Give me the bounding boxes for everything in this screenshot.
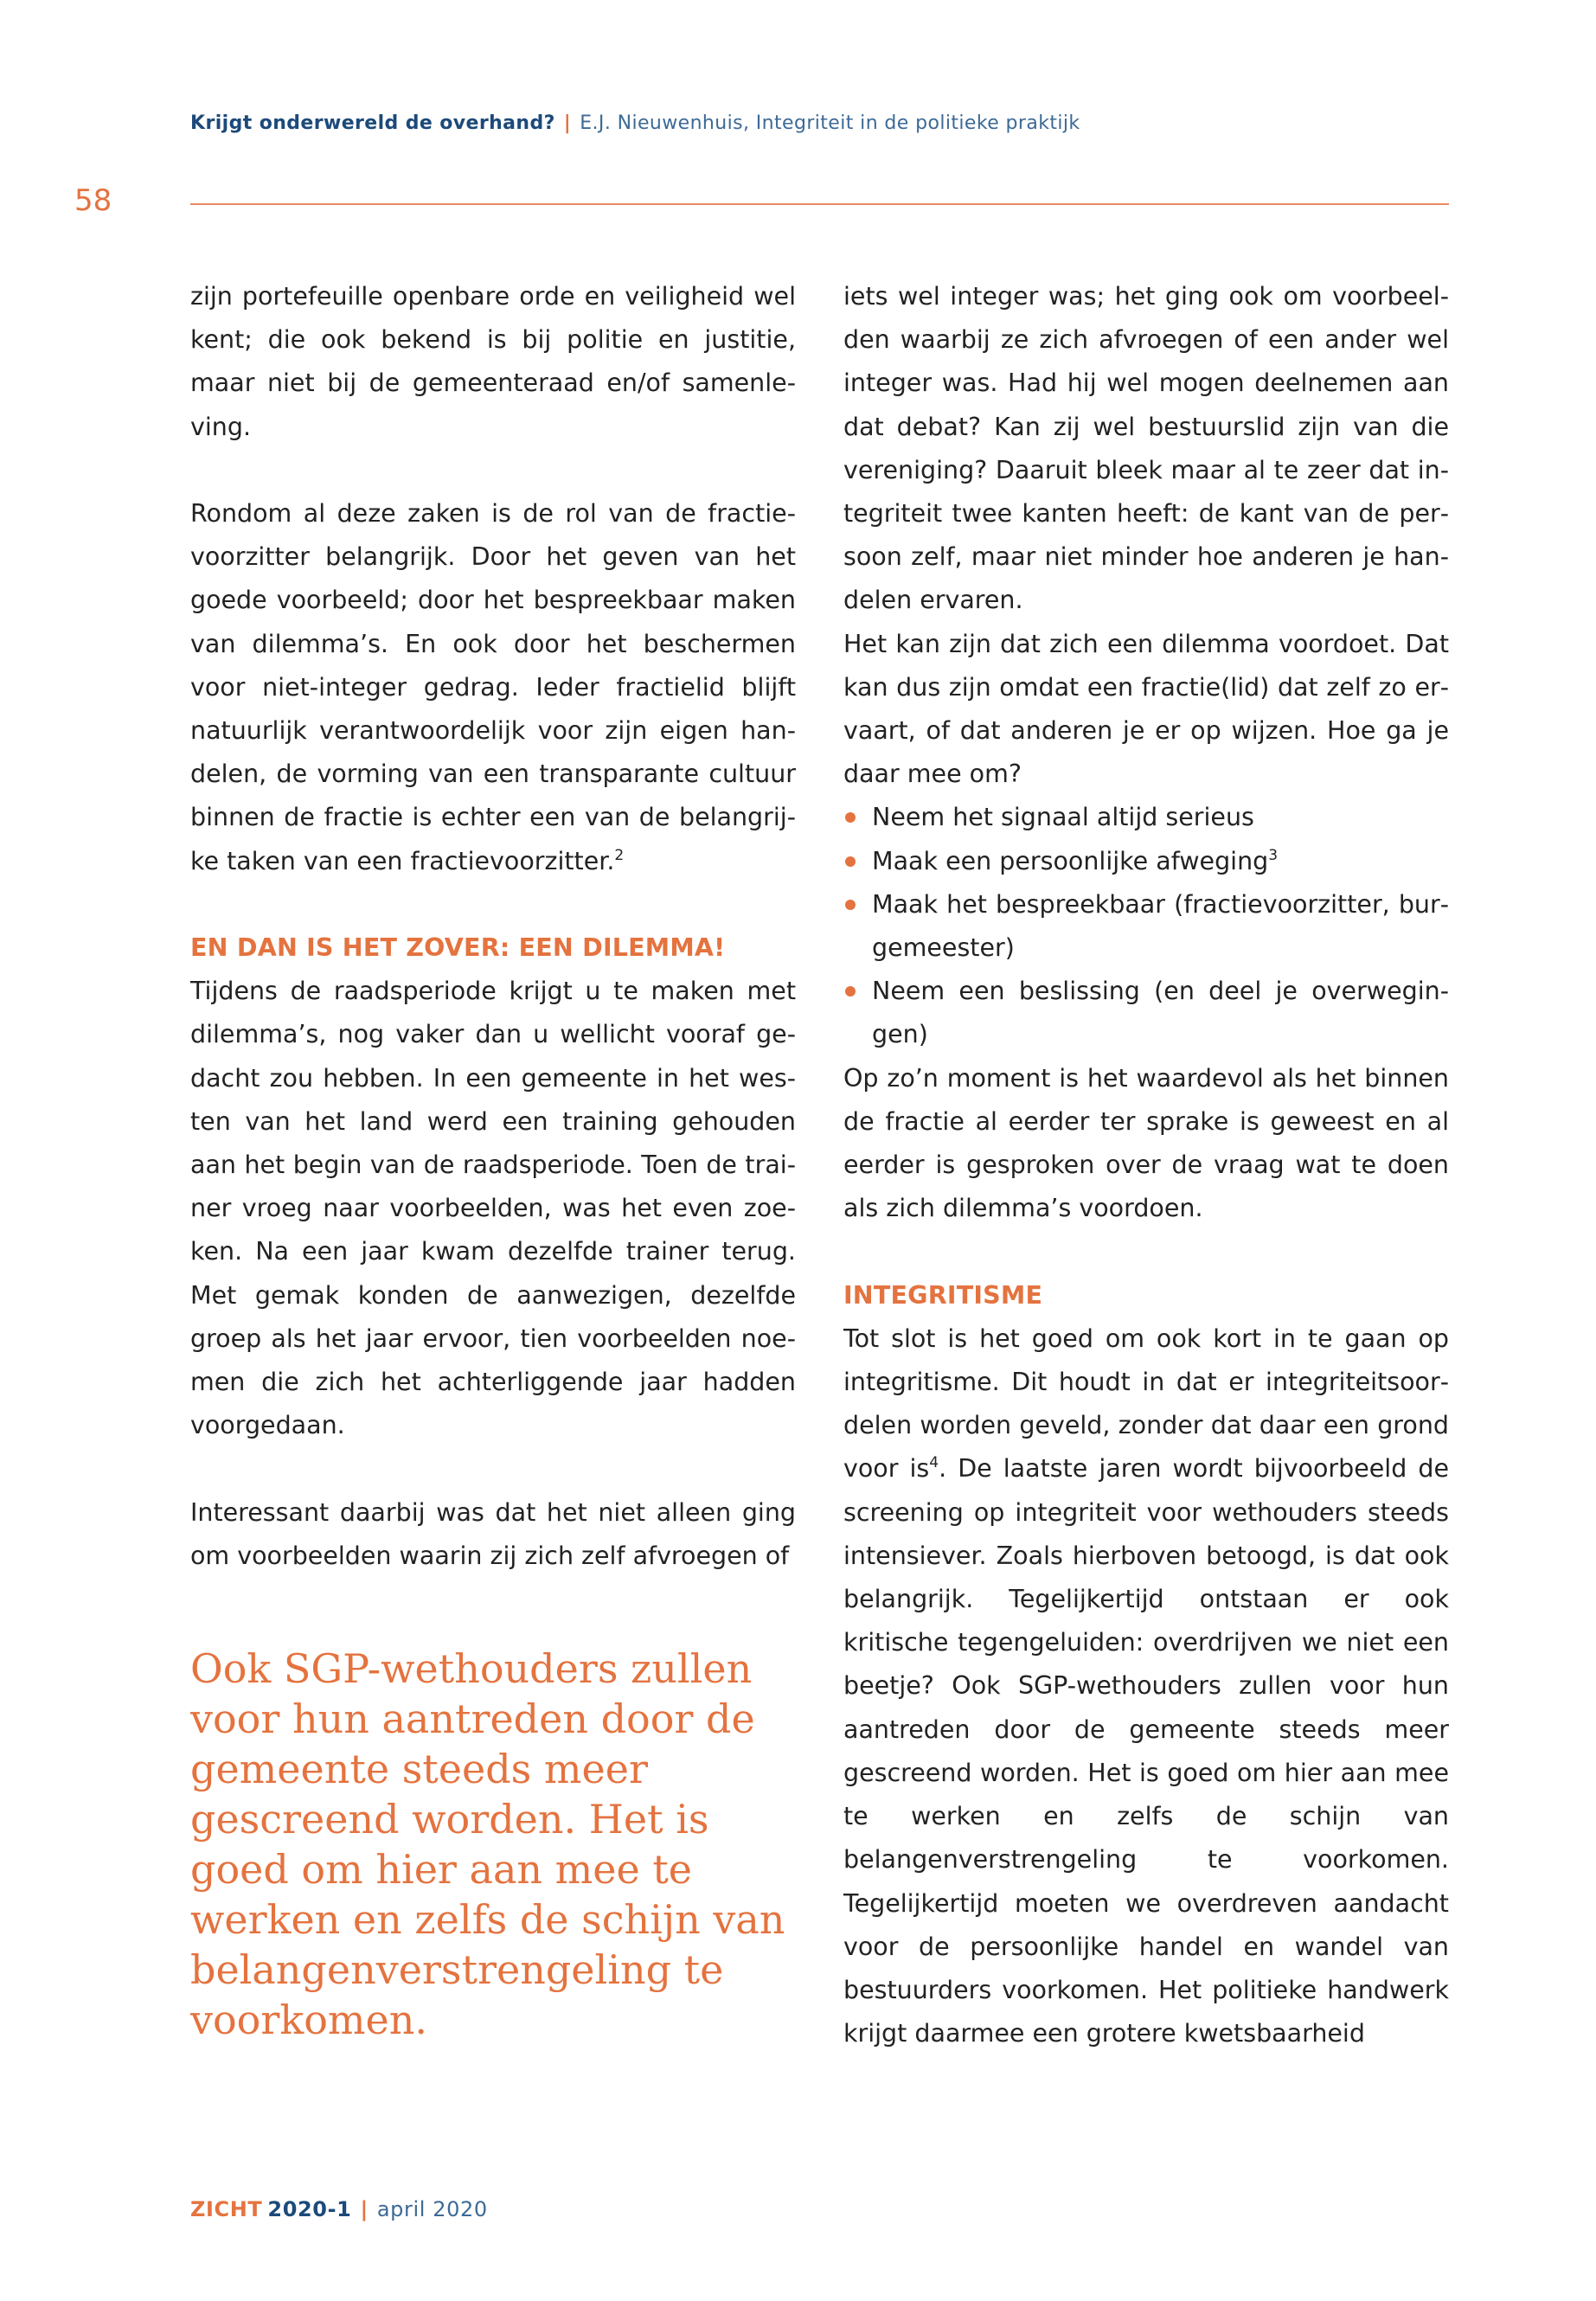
list-item — [843, 970, 1449, 1056]
right-paragraph-1: iets wel integer was; het ging ook om voorbeelden waarbij ze zich afvroegen of een ander wel integer was. Had hij wel mogen deelnemen aan dat debat? Kan zij wel bestuurslid zijn van die vereniging? Daaruit bleek maar al te zeer dat integriteit twee kanten heeft: de kant van de persoon zelf, maar niet minder hoe anderen je handelen ervaren. — [843, 282, 1449, 615]
left-paragraph-3: Tijdens de raadsperiode krijgt u te maken met dilemma’s, nog vaker dan u wellicht vooraf gedacht zou hebben. In een gemeente in het westen van het land werd een training gehouden aan het begin van de raadsperiode. Toen de trainer vroeg naar voorbeelden, was het even zoeken. Na een jaar kwam dezelfde trainer terug. Met gemak konden de aanwezigen, dezelfde groep als het jaar ervoor, tien voorbeelden noemen die zich het achterliggende jaar hadden voorgedaan. — [190, 977, 796, 1440]
running-head-title: Krijgt onderwereld de overhand? — [190, 112, 555, 134]
right-paragraph-3: Op zo’n moment is het waardevol als het binnen de fractie al eerder ter sprake is geweest en al eerder is gesproken over de vraag wat te doen als zich dilemma’s voordoen. — [843, 1063, 1449, 1223]
left-paragraph-2 — [190, 492, 796, 883]
list-item — [843, 840, 1449, 883]
left-paragraph-2-text: Rondom al deze zaken is de rol van de fractievoorzitter belangrijk. Door het geven van het goede voorbeeld; door het bespreekbaar maken van dilemma’s. En ook door het beschermen voor niet-integer gedrag. Ieder fractielid blijft natuurlijk verantwoordelijk voor zijn eigen handelen, de vorming van een transparante cultuur binnen de fractie is echter een van de belangrijke taken van een fractievoorzitter. — [190, 499, 796, 875]
right-paragraph-4 — [843, 1317, 1449, 2055]
section-heading-dilemma: EN DAN IS HET ZOVER: EEN DILEMMA! — [190, 933, 726, 963]
running-head — [190, 112, 1080, 134]
list-item — [843, 883, 1449, 970]
right-paragraph-4-part-b: . De laatste jaren wordt bijvoorbeeld de screening op integriteit voor wethouders steeds intensiever. Zoals hierboven betoogd, is dat ook belangrijk. Tegelijkertijd ontstaan er ook kritische tegengeluiden: overdrijven we niet een beetje? Ook SGP-wethouders zullen voor hun aantreden door de gemeente steeds meer gescreend worden. Het is goed om hier aan mee te werken en zelfs de schijn van belangenverstrengeling te voorkomen. Tegelijkertijd moeten we overdreven aandacht voor de persoonlijke handel en wandel van bestuurders voorkomen. Het politieke handwerk krijgt daarmee een grotere kwetsbaarheid — [843, 1454, 1449, 2048]
pull-quote: Ook SGP-wethouders zullen voor hun aantreden door de gemeente steeds meer gescreend worden. Het is goed om hier aan mee te werken en zelfs de schijn van belangenverstrengeling te voorkomen. — [190, 1645, 785, 2043]
page-footer — [190, 2197, 488, 2221]
header-rule — [190, 203, 1449, 205]
list-item-text: Neem het signaal altijd serieus — [872, 803, 1254, 832]
bullet-dot-icon — [845, 900, 856, 910]
running-head-separator: | — [563, 112, 572, 134]
page-number: 58 — [74, 183, 112, 218]
footnote-ref-2: 2 — [614, 846, 625, 864]
list-item — [843, 796, 1449, 839]
bullet-list — [843, 796, 1449, 1056]
footer-magazine: ZICHT — [190, 2197, 263, 2221]
left-paragraph-4: Interessant daarbij was dat het niet alleen ging om voorbeelden waarin zij zich zelf afvroegen of — [190, 1497, 796, 1570]
right-paragraph-2: Het kan zijn dat zich een dilemma voordoet. Dat kan dus zijn omdat een fractie(lid) dat zelf zo ervaart, of dat anderen je er op wijzen. Hoe ga je daar mee om? — [843, 629, 1449, 789]
section-heading-integritisme: INTEGRITISME — [843, 1280, 1043, 1310]
right-paragraph-4-part-a: Tot slot is het goed om ook kort in te gaan op integritisme. Dit houdt in dat er integriteitsoordelen worden geveld, zonder dat daar een grond voor is — [843, 1324, 1449, 1484]
bullet-dot-icon — [845, 856, 856, 867]
footnote-ref-4: 4 — [929, 1454, 939, 1472]
running-head-author: E.J. Nieuwenhuis, Integriteit in de politieke praktijk — [580, 112, 1080, 134]
bullet-dot-icon — [845, 812, 856, 823]
left-column — [190, 275, 796, 1578]
footer-date: april 2020 — [376, 2197, 488, 2221]
left-paragraph-1: zijn portefeuille openbare orde en veiligheid wel kent; die ook bekend is bij politie en justitie, maar niet bij de gemeenteraad en/of samenleving. — [190, 282, 796, 441]
footer-separator: | — [360, 2197, 369, 2221]
bullet-dot-icon — [845, 986, 856, 997]
list-item-text: Maak een persoonlijke afweging — [872, 846, 1269, 875]
list-item-text: Maak het bespreekbaar (fractievoorzitter, burgemeester) — [872, 889, 1449, 963]
right-column — [843, 275, 1449, 2055]
list-item-text: Neem een beslissing (en deel je overwegingen) — [872, 977, 1449, 1049]
footnote-ref-3: 3 — [1268, 846, 1279, 864]
footer-issue: 2020-1 — [267, 2197, 352, 2221]
